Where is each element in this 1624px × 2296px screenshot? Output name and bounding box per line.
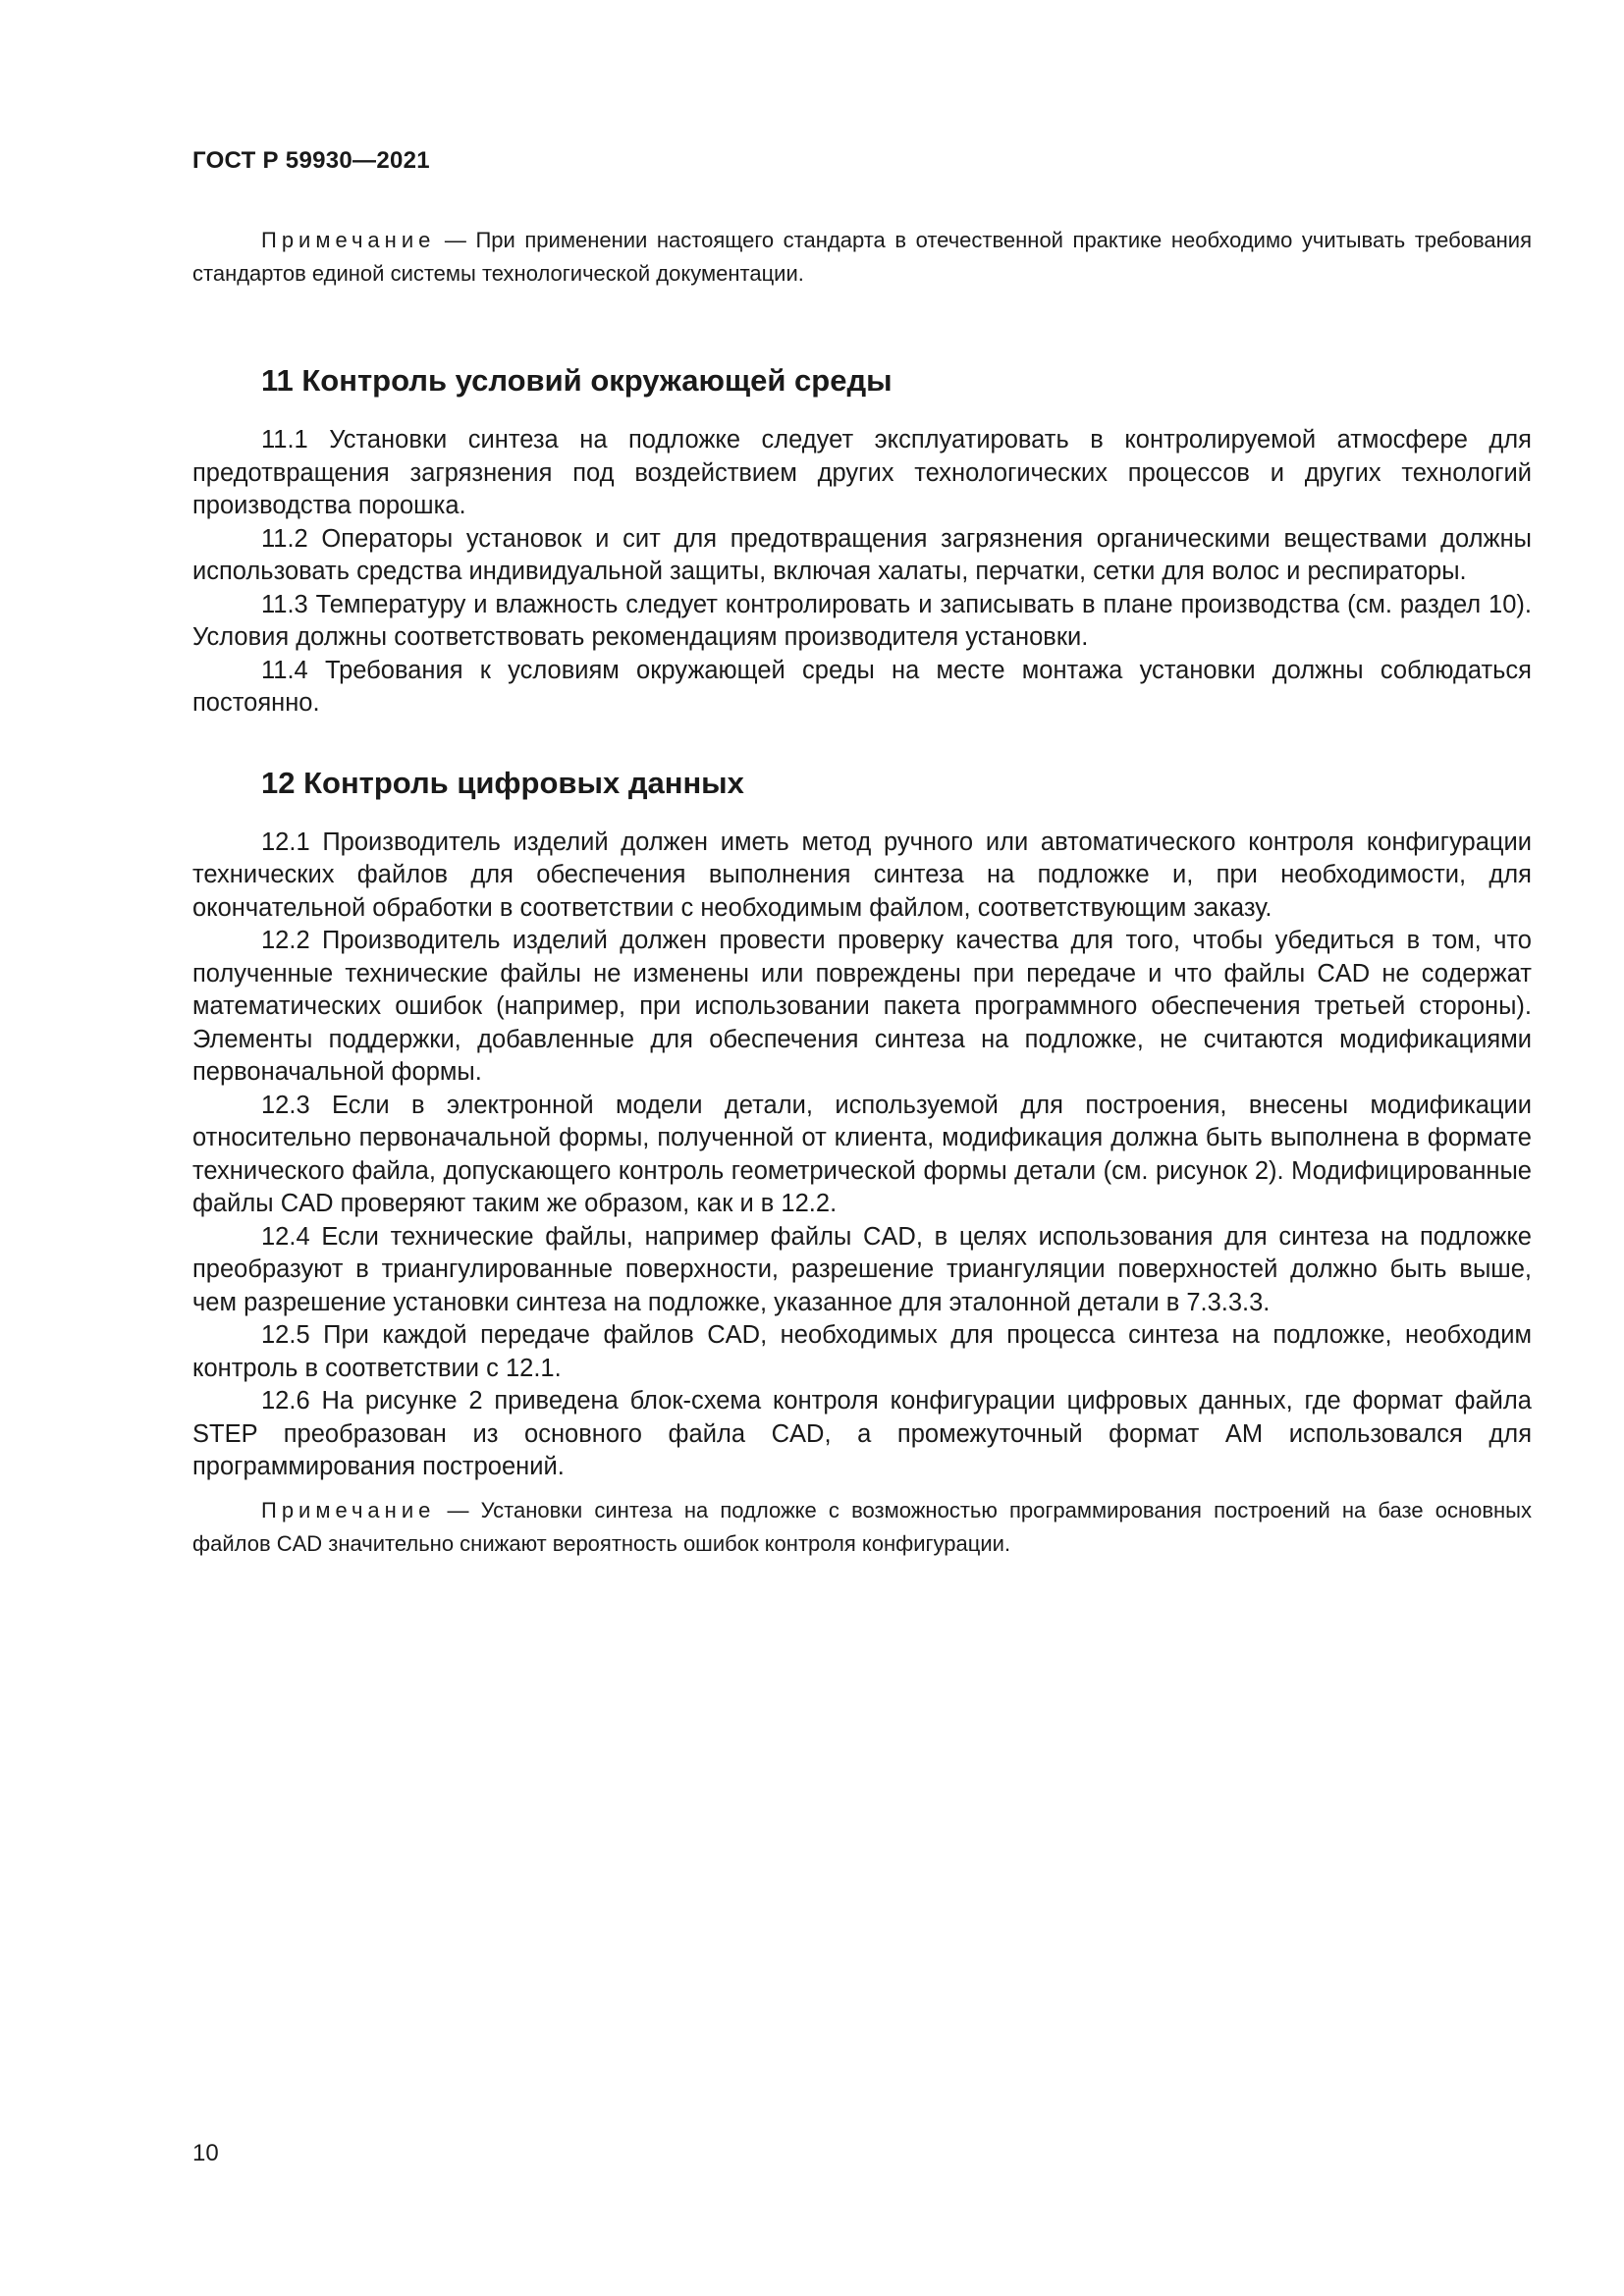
note-top (192, 224, 1532, 291)
paragraph-11-1: 11.1 Установки синтеза на подложке следует эксплуатировать в контролируемой атмосфере для предотвращения загрязнения под воздействием других технологических процессов и других технологий производства порошка. (192, 426, 1532, 519)
paragraph-12-4: 12.4 Если технические файлы, например файлы CAD, в целях использования для синтеза на подложке преобразуют в триангулированные поверхности, разрешение триангуляции поверхностей должно быть выше, чем разрешение установки синтеза на подложке, указанное для эталонной детали в 7.3.3.3. (192, 1222, 1532, 1316)
note-bottom (192, 1494, 1532, 1561)
paragraph-11-3: 11.3 Температуру и влажность следует контролировать и записывать в плане производства (см. раздел 10). Условия должны соответствовать рекомендациям производителя установки. (192, 590, 1532, 651)
paragraph-11-2: 11.2 Операторы установок и сит для предотвращения загрязнения органическими веществами должны использовать средства индивидуальной защиты, включая халаты, перчатки, сетки для волос и респираторы. (192, 524, 1532, 585)
paragraph-12-6: 12.6 На рисунке 2 приведена блок-схема контроля конфигурации цифровых данных, где формат файла STEP преобразован из основного файла CAD, а промежуточный формат AM использовался для программирования построений. (192, 1387, 1532, 1480)
page-number: 10 (192, 2140, 219, 2166)
paragraph-12-2: 12.2 Производитель изделий должен провести проверку качества для того, чтобы убедиться в том, что полученные технические файлы не изменены или повреждены при передаче и что файлы CAD не содержат математических ошибок (например, при использовании пакета программного обеспечения третьей стороны). Элементы поддержки, добавленные для обеспечения синтеза на подложке, не считаются модификациями первоначальной формы. (192, 927, 1532, 1086)
document-header: ГОСТ Р 59930—2021 (192, 147, 430, 174)
section-11-title: 11 Контроль условий окружающей среды (261, 363, 893, 398)
paragraph-12-1: 12.1 Производитель изделий должен иметь метод ручного или автоматического контроля конфигурации технических файлов для обеспечения выполнения синтеза на подложке и, при необходимости, для окончательной обработки в соответствии с необходимым файлом, соответствующим заказу. (192, 828, 1532, 922)
paragraph-12-3: 12.3 Если в электронной модели детали, используемой для построения, внесены модификации относительно первоначальной формы, полученной от клиента, модификация должна быть выполнена в формате технического файла, допускающего контроль геометрической формы детали (см. рисунок 2). Модифицированные файлы CAD проверяют таким же образом, как и в 12.2. (192, 1091, 1532, 1217)
section-12-title: 12 Контроль цифровых данных (261, 765, 744, 800)
page-content (192, 224, 1532, 1561)
note-label: Примечание (261, 1497, 436, 1522)
paragraph-11-4: 11.4 Требования к условиям окружающей среды на месте монтажа установки должны соблюдаться постоянно. (192, 656, 1532, 717)
note-label: Примечание (261, 228, 436, 252)
paragraph-12-5: 12.5 При каждой передаче файлов CAD, необходимых для процесса синтеза на подложке, необходим контроль в соответствии с 12.1. (192, 1321, 1532, 1382)
note-text: — Установки синтеза на подложке с возможностью программирования построений на базе основных файлов CAD значительно снижают вероятность ошибок контроля конфигурации. (192, 1497, 1532, 1556)
note-text: — При применении настоящего стандарта в отечественной практике необходимо учитывать требования стандартов единой системы технологической документации. (192, 228, 1532, 286)
